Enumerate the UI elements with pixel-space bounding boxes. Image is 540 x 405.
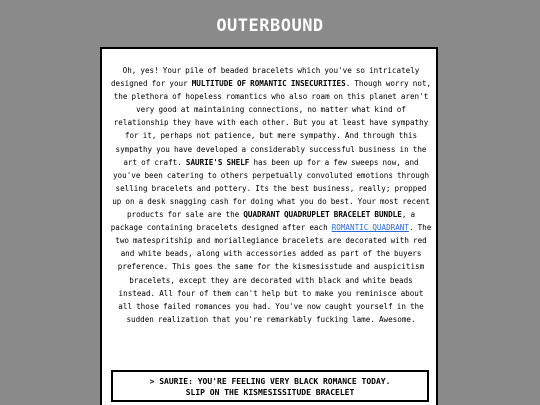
story-text-part-1: Oh, yes! Your pile of beaded bracelets which you've so intricately designed for your <box>110 66 420 89</box>
story-text-part-3: has been up for a few sweeps now, and you've been catering to others perpetually convoluted emotions through selling bracelets and pottery. Its the best business, really; propped up on a desk snagging cash for doing what you do best. Your most recent products for sale are the <box>112 157 430 220</box>
bold-quadrant-bundle: QUADRANT QUADRUPLET BRACELET BUNDLE <box>243 210 402 220</box>
page-title: OUTERBOUND <box>216 16 324 36</box>
story-text-part-5: . The two matespritship and moriallegiance bracelets are decorated with red and white beads, along with accessories added as part of the buyers preference. This goes the same for the kismesisstude and auspicitism bracelets, except they are decorated with black and white beads instead. All four of them can't help but to make you reminisce about all those failed romances you had. You've now caught yourself in the sudden realization that you're remarkably fucking lame. Awesome. <box>115 223 432 324</box>
story-text <box>110 64 432 326</box>
command-line-2: SLIP ON THE KISMESISSITUDE BRACELET <box>185 388 355 397</box>
bold-multitude-of-romantic-insecurities: MULTITUDE OF ROMANTIC INSECURITIES <box>191 79 346 89</box>
story-text-part-4: , a package containing bracelets designed after each <box>110 210 416 233</box>
romantic-quadrant-link[interactable]: ROMANTIC QUADRANT <box>331 223 409 233</box>
bold-sauries-shelf: SAURIE'S SHELF <box>185 157 250 167</box>
story-panel <box>100 47 438 405</box>
command-line-1: > SAURIE: YOU'RE FEELING VERY BLACK ROMANCE TODAY. <box>149 377 391 386</box>
command-link[interactable] <box>111 370 429 402</box>
story-text-part-2: . Though worry not, the plethora of hopeless romantics who also roam on this planet aren't very good at maintaining connections, no matter what kind of relationship they have with each other. But you at least have sympathy for it, perhaps not patience, but mere sympathy. And through this sympathy you have developed a considerably successful business in the art of craft. <box>113 79 432 167</box>
